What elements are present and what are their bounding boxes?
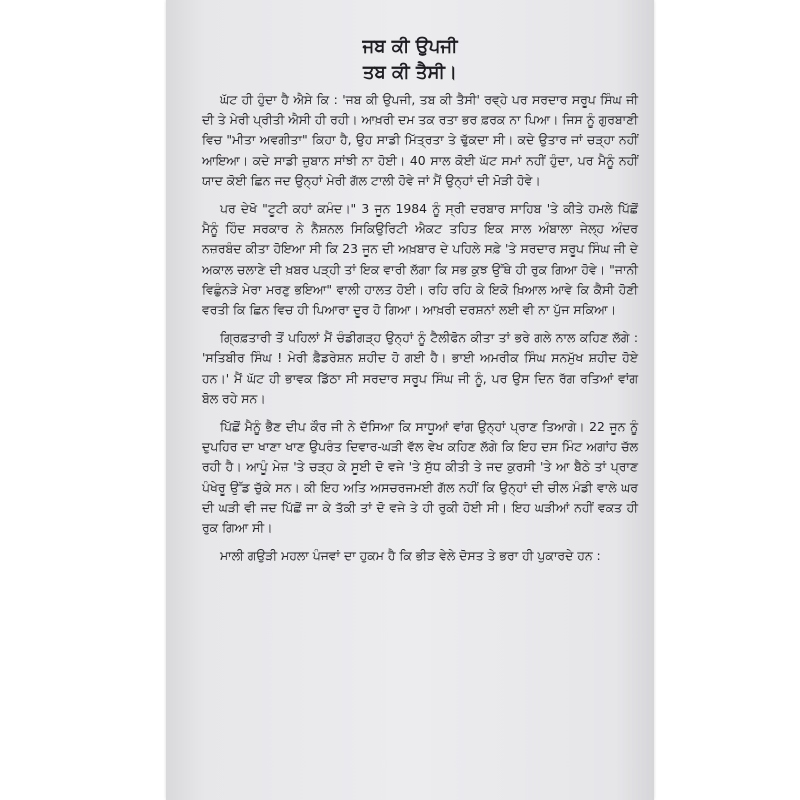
chapter-title-line-2: ਤਬ ਕੀ ਤੈਸੀ।: [362, 62, 458, 83]
paragraph: ਗ੍ਰਿਫ਼ਤਾਰੀ ਤੋਂ ਪਹਿਲਾਂ ਮੈਂ ਚੰਡੀਗੜ੍ਹ ਉਨ੍ਹਾਂ ਨੂੰ ਟੈਲੀਫੋਨ ਕੀਤਾ ਤਾਂ ਭਰੇ ਗਲੇ ਨਾਲ ਕਹਿਣ ਲੱਗੇ : 'ਸਤਿਬੀਰ ਸਿੰਘ ! ਮੇਰੀ ਫ਼ੈਡਰੇਸ਼ਨ ਸ਼ਹੀਦ ਹੋ ਗਈ ਹੈ। ਭਾਈ ਅਮਰੀਕ ਸਿੰਘ ਸਨਮੁੱਖ ਸ਼ਹੀਦ ਹੋਏ ਹਨ।' ਮੈਂ ਘੱਟ ਹੀ ਭਾਵਕ ਡਿੱਠਾ ਸੀ ਸਰਦਾਰ ਸਰੂਪ ਸਿੰਘ ਜੀ ਨੂੰ, ਪਰ ਉਸ ਦਿਨ ਰੱਗ ਰਤਿਆਂ ਵਾਂਗ ਬੋਲ ਰਹੇ ਸਨ।: [202, 330, 638, 406]
paragraph: ਪਰ ਦੇਖੋ "ਟੂਟੀ ਕਹਾਂ ਕਮੰਦ।" 3 ਜੂਨ 1984 ਨੂੰ ਸ੍ਰੀ ਦਰਬਾਰ ਸਾਹਿਬ 'ਤੇ ਕੀਤੇ ਹਮਲੇ ਪਿੱਛੋਂ ਮੈਨੂੰ ਹਿੰਦ ਸਰਕਾਰ ਨੇ ਨੈਸ਼ਨਲ ਸਿਕਿਉਰਿਟੀ ਐਕਟ ਤਹਿਤ ਇਕ ਸਾਲ ਅੰਬਾਲਾ ਜੇਲ੍ਹ ਅੰਦਰ ਨਜ਼ਰਬੰਦ ਕੀਤਾ ਹੋਇਆ ਸੀ ਕਿ 23 ਜੂਨ ਦੀ ਅਖ਼ਬਾਰ ਦੇ ਪਹਿਲੇ ਸਫ਼ੇ 'ਤੇ ਸਰਦਾਰ ਸਰੂਪ ਸਿੰਘ ਜੀ ਦੇ ਅਕਾਲ ਚਲਾਣੇ ਦੀ ਖ਼ਬਰ ਪੜ੍ਹੀ ਤਾਂ ਇਕ ਵਾਰੀ ਲੱਗਾ ਕਿ ਸਭ ਕੁਝ ਉੱਥੇ ਹੀ ਰੁਕ ਗਿਆ ਹੋਵੇ। "ਜਾਨੀ ਵਿਛੁੰਨੜੇ ਮੇਰਾ ਮਰਣੁ ਭਇਆ" ਵਾਲੀ ਹਾਲਤ ਹੋਈ। ਰਹਿ ਰਹਿ ਕੇ ਇਕੋ ਖ਼ਿਆਲ ਆਵੇ ਕਿ ਕੈਸੀ ਹੋਣੀ ਵਰਤੀ ਕਿ ਛਿਨ ਵਿਚ ਹੀ ਪਿਆਰਾ ਦੂਰ ਹੋ ਗਿਆ। ਆਖ਼ਰੀ ਦਰਸ਼ਨਾਂ ਲਈ ਵੀ ਨਾ ਪੁੱਜ ਸਕਿਆ।: [202, 201, 638, 318]
book-page: [166, 0, 654, 800]
paragraph: ਘੱਟ ਹੀ ਹੁੰਦਾ ਹੈ ਐਸੇ ਕਿ : 'ਜਬ ਕੀ ਉਪਜੀ, ਤਬ ਕੀ ਤੈਸੀ' ਰਵ੍ਹੇ ਪਰ ਸਰਦਾਰ ਸਰੂਪ ਸਿੰਘ ਜੀ ਦੀ ਤੇ ਮੇਰੀ ਪ੍ਰੀਤੀ ਐਸੀ ਹੀ ਰਹੀ। ਆਖ਼ਰੀ ਦਮ ਤਕ ਰਤਾ ਭਰ ਫ਼ਰਕ ਨਾ ਪਿਆ। ਜਿਸ ਨੂੰ ਗੁਰਬਾਣੀ ਵਿਚ "ਮੀਤਾ ਅਵਗੀਤਾ" ਕਿਹਾ ਹੈ, ਉਹ ਸਾਡੀ ਮਿੱਤ੍ਰਤਾ ਤੇ ਢੁੱਕਦਾ ਸੀ। ਕਦੇ ਉਤਾਰ ਜਾਂ ਚੜ੍ਹਾ ਨਹੀਂ ਆਇਆ। ਕਦੇ ਸਾਡੀ ਜ਼ੁਬਾਨ ਸਾਂਝੀ ਨਾ ਹੋਈ। 40 ਸਾਲ ਕੋਈ ਘੱਟ ਸਮਾਂ ਨਹੀਂ ਹੁੰਦਾ, ਪਰ ਮੈਨੂੰ ਨਹੀਂ ਯਾਦ ਕੋਈ ਛਿਨ ਜਦ ਉਨ੍ਹਾਂ ਮੇਰੀ ਗੱਲ ਟਾਲੀ ਹੋਵੇ ਜਾਂ ਮੈਂ ਉਨ੍ਹਾਂ ਦੀ ਮੋੜੀ ਹੋਵੇ।: [202, 92, 638, 188]
paragraph: ਮਾਲੀ ਗਉੜੀ ਮਹਲਾ ਪੰਜਵਾਂ ਦਾ ਹੁਕਮ ਹੈ ਕਿ ਭੀੜ ਵੇਲੇ ਦੋਸਤ ਤੇ ਭਰਾ ਹੀ ਪੁਕਾਰਦੇ ਹਨ :: [220, 548, 601, 564]
body-text: [202, 90, 638, 566]
paragraph: ਪਿੱਛੋਂ ਮੈਨੂੰ ਭੈਣ ਦੀਪ ਕੌਰ ਜੀ ਨੇ ਦੱਸਿਆ ਕਿ ਸਾਧੂਆਂ ਵਾਂਗ ਉਨ੍ਹਾਂ ਪ੍ਰਾਣ ਤਿਆਗੇ। 22 ਜੂਨ ਨੂੰ ਦੁਪਹਿਰ ਦਾ ਖਾਣਾ ਖਾਣ ਉਪਰੰਤ ਦਿਵਾਰ-ਘੜੀ ਵੱਲ ਵੇਖ ਕਹਿਣ ਲੱਗੇ ਕਿ ਇਹ ਦਸ ਮਿੰਟ ਅਗਾਂਹ ਚੱਲ ਰਹੀ ਹੈ। ਆਪੂੰ ਮੇਜ਼ 'ਤੇ ਚੜ੍ਹ ਕੇ ਸੂਈ ਦੋ ਵਜੇ 'ਤੇ ਸੁੱਧ ਕੀਤੀ ਤੇ ਜਦ ਕੁਰਸੀ 'ਤੇ ਆ ਬੈਠੇ ਤਾਂ ਪ੍ਰਾਣ ਪੰਖੇਰੂ ਉੱਡ ਚੁੱਕੇ ਸਨ। ਕੀ ਇਹ ਅਤਿ ਅਸਚਰਜਮਈ ਗੱਲ ਨਹੀਂ ਕਿ ਉਨ੍ਹਾਂ ਦੀ ਚੀਲ ਮੰਡੀ ਵਾਲੇ ਘਰ ਦੀ ਘੜੀ ਵੀ ਜਦ ਪਿੱਛੋਂ ਜਾ ਕੇ ਤੱਕੀ ਤਾਂ ਦੋ ਵਜੇ ਤੇ ਹੀ ਰੁਕੀ ਹੋਈ ਸੀ। ਇਹ ਘੜੀਆਂ ਨਹੀਂ ਵਕਤ ਹੀ ਰੁਕ ਗਿਆ ਸੀ।: [202, 419, 638, 536]
chapter-title-line-1: ਜਬ ਕੀ ਉਪਜੀ: [362, 36, 458, 57]
